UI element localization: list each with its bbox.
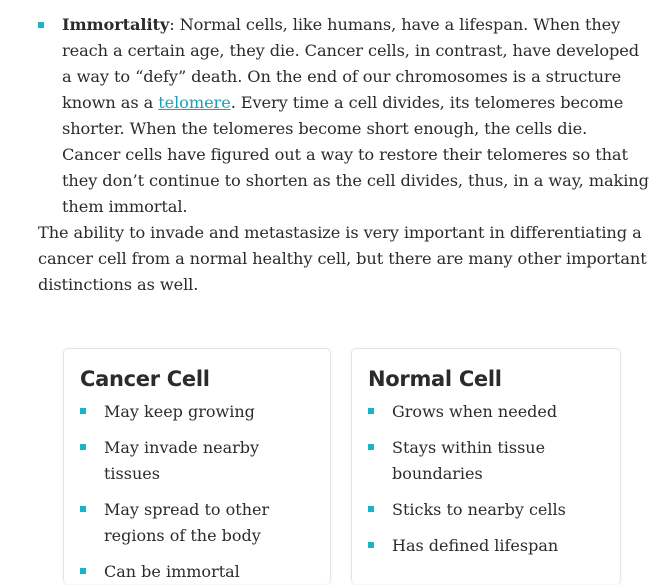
list-item-text: Sticks to nearby cells [392, 500, 566, 519]
card-list [80, 399, 316, 585]
list-item-text: May invade nearby tissues [104, 438, 260, 483]
bullet-marker [80, 568, 86, 574]
bullet-marker [80, 408, 86, 414]
bullet-marker [368, 542, 374, 548]
list-item-text: Has defined lifespan [392, 536, 559, 555]
list-item [368, 399, 606, 425]
telomere-link[interactable]: telomere [158, 93, 231, 112]
list-item-text: May keep growing [104, 402, 255, 421]
comparison-cards [63, 348, 621, 584]
bullet-marker [80, 506, 86, 512]
list-item [368, 533, 606, 559]
list-item [80, 559, 316, 585]
bullet-text-after-link: . Every time a cell divides, its telomeres become shorter. When the telomeres become short enough, the cells die. Cancer cells have figured out a way to restore their telomeres so that they don’t continue to shorten as the cell divides, thus, in a way, making them immortal. [62, 93, 649, 216]
bullet-marker [368, 506, 374, 512]
card-title: Normal Cell [368, 367, 502, 391]
list-item [80, 435, 316, 487]
bullet-marker [368, 444, 374, 450]
list-item [368, 497, 606, 523]
body-paragraph: The ability to invade and metastasize is very important in differentiating a cancer cell from a normal healthy cell, but there are many other important distinctions as well. [38, 223, 647, 294]
card-list [368, 399, 606, 559]
list-item [80, 399, 316, 425]
bullet-term: Immortality [62, 15, 170, 34]
article-body [38, 12, 650, 298]
list-item-text: May spread to other regions of the body [104, 500, 270, 545]
card-title: Cancer Cell [80, 367, 210, 391]
cancer-cell-card [63, 348, 331, 584]
list-item-text: Stays within tissue boundaries [392, 438, 546, 483]
list-item [368, 435, 606, 487]
list-item [80, 497, 316, 549]
list-item-text: Can be immortal [104, 562, 240, 581]
list-item-text: Grows when needed [392, 402, 558, 421]
normal-cell-card [351, 348, 621, 584]
bullet-marker [368, 408, 374, 414]
bullet-text-before-link: : Normal cells, like humans, have a lifespan. When they reach a certain age, they die. Cancer cells, in contrast, have developed a way to “defy” death. On the end of our chromosomes is a structure known as a [62, 15, 639, 112]
bullet-marker [80, 444, 86, 450]
immortality-paragraph [62, 12, 650, 220]
immortality-bullet [38, 12, 650, 220]
bullet-marker [38, 22, 44, 28]
